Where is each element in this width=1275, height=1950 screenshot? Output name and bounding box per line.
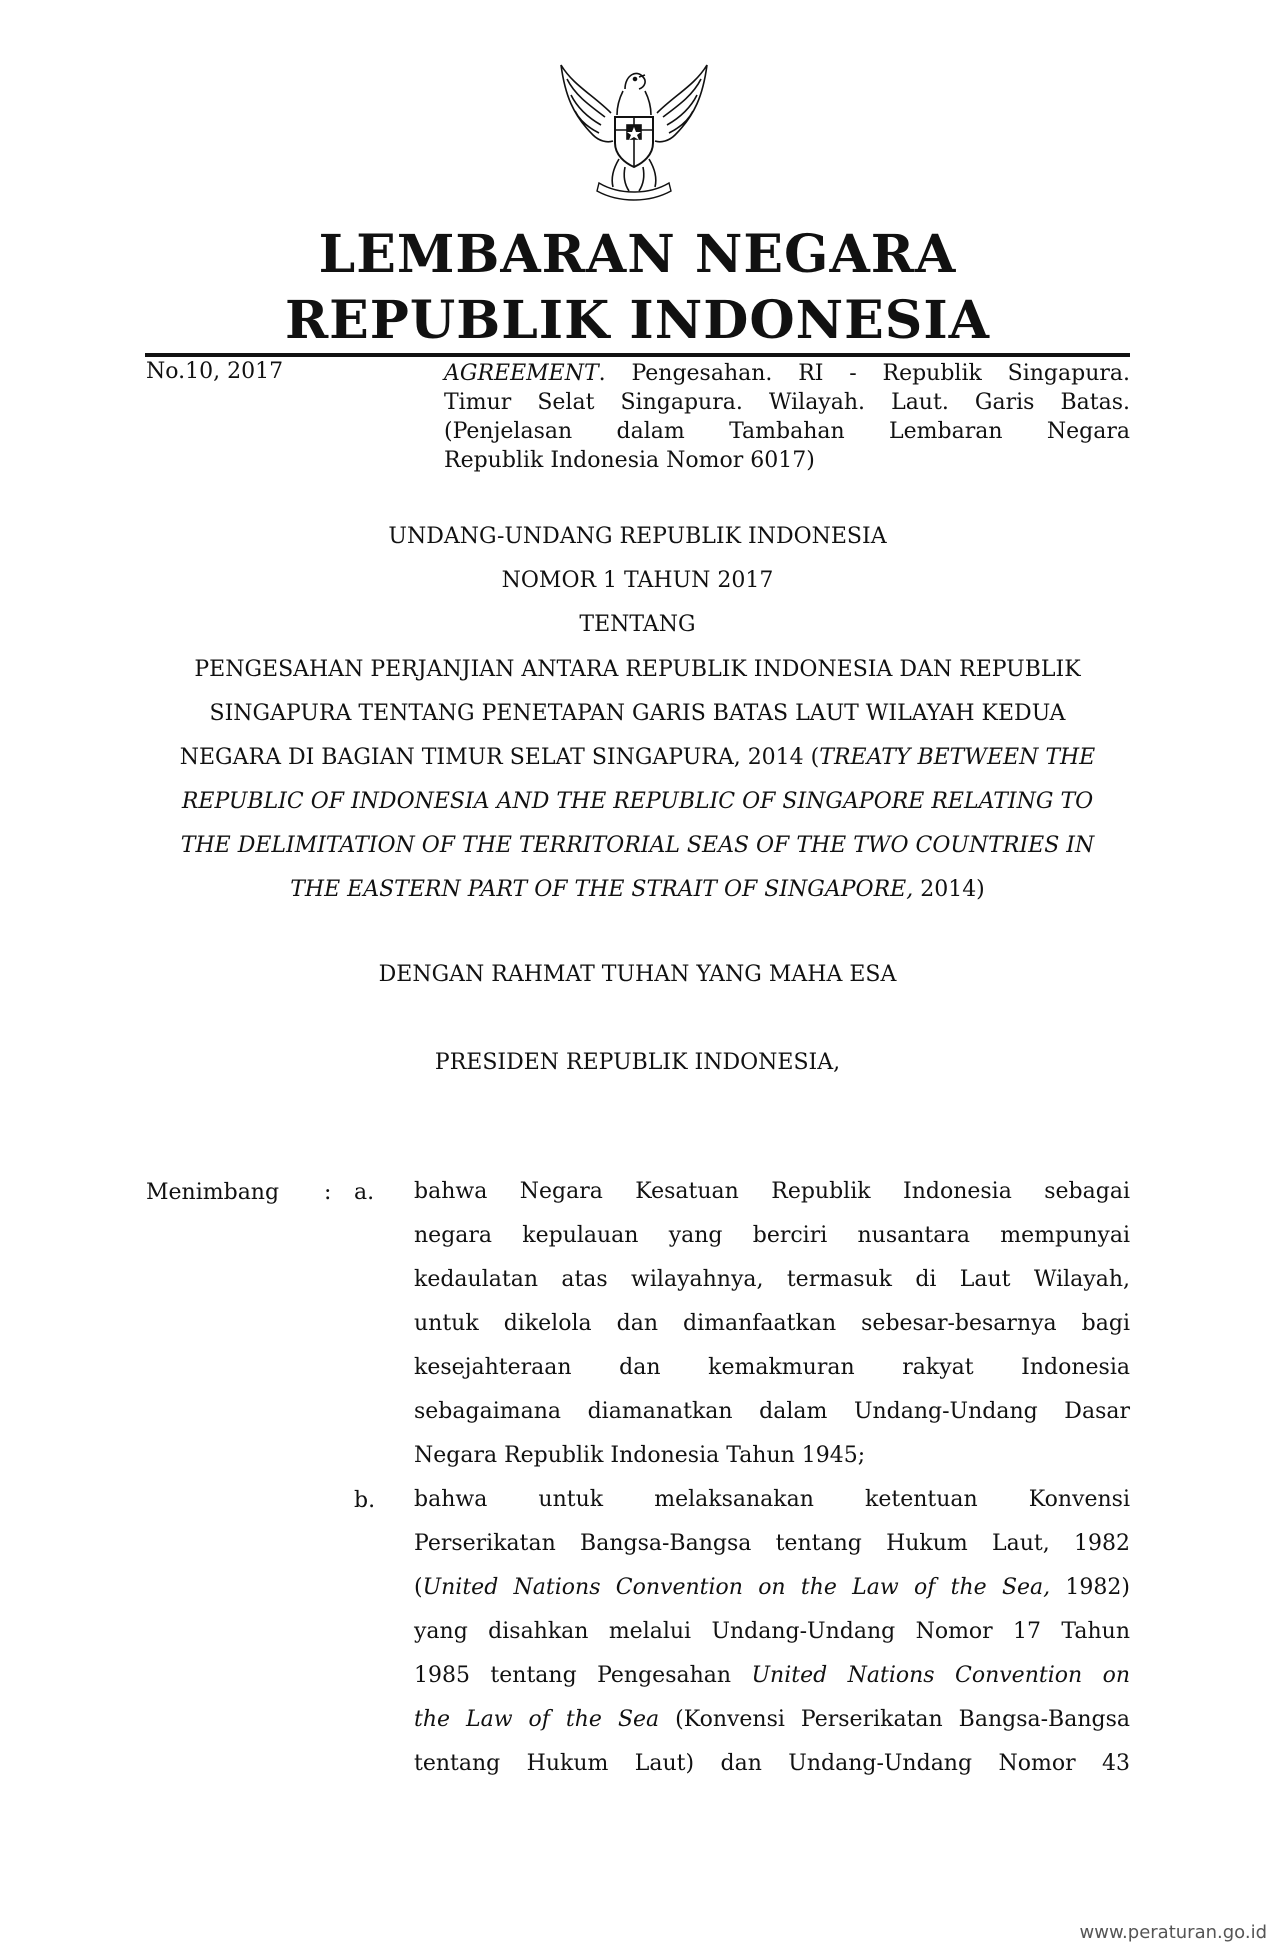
- law-title: PENGESAHAN PERJANJIAN ANTARA REPUBLIK INDONESIA DAN REPUBLIK SINGAPURA TENTANG PENETAPAN GARIS BATAS LAUT WILAYAH KEDUA NEGARA DI BAGIAN TIMUR SELAT SINGAPURA, 2014 (TREATY BETWEEN THE REPUBLIC OF INDONESIA AND THE REPUBLIC OF SINGAPORE RELATING TO THE DELIMITATION OF THE TERRITORIAL SEAS OF THE TWO COUNTRIES IN THE EASTERN PART OF THE STRAIT OF SINGAPORE, 2014): [179, 657, 1096, 902]
- gazette-title-line1: LEMBARAN NEGARA: [318, 224, 957, 285]
- law-heading: UNDANG-UNDANG REPUBLIK INDONESIA: [388, 524, 887, 549]
- considering-colon: :: [324, 1180, 332, 1205]
- item-b-letter: b.: [354, 1488, 376, 1513]
- desc-line: AGREEMENT. Pengesahan. RI - Republik Singapura.: [444, 361, 1130, 386]
- garuda-emblem-icon: [553, 55, 715, 207]
- desc-line: Republik Indonesia Nomor 6017): [444, 448, 815, 473]
- law-about: TENTANG: [579, 612, 696, 637]
- item-a-letter: a.: [354, 1180, 375, 1205]
- gazette-description: [444, 359, 1130, 475]
- desc-line: (Penjelasan dalam Tambahan Lembaran Negara: [444, 419, 1130, 444]
- president-heading: PRESIDEN REPUBLIK INDONESIA,: [434, 1050, 841, 1075]
- considering-label: Menimbang: [146, 1180, 280, 1205]
- law-number: NOMOR 1 TAHUN 2017: [501, 568, 774, 593]
- desc-line: Timur Selat Singapura. Wilayah. Laut. Garis Batas.: [444, 390, 1130, 415]
- item-b-text: bahwa untuk melaksanakan ketentuan Konvensi Perserikatan Bangsa-Bangsa tentang Hukum Laut, 1982 (United Nations Convention on the Law of the Sea, 1982) yang disahkan melalui Undang-Undang Nomor 17 Tahun 1985 tentang Pengesahan United Nations Convention on the Law of the Sea (Konvensi Perserikatan Bangsa-Bangsa tentang Hukum Laut) dan Undang-Undang Nomor 43: [414, 1487, 1131, 1776]
- invocation: DENGAN RAHMAT TUHAN YANG MAHA ESA: [378, 962, 897, 987]
- item-a-text: bahwa Negara Kesatuan Republik Indonesia sebagai negara kepulauan yang berciri nusantara mempunyai kedaulatan atas wilayahnya, termasuk di Laut Wilayah, untuk dikelola dan dimanfaatkan sebesar-besarnya bagi kesejahteraan dan kemakmuran rakyat Indonesia sebagaimana diamanatkan dalam Undang-Undang Dasar Negara Republik Indonesia Tahun 1945;: [414, 1179, 1130, 1468]
- gazette-title-line2: REPUBLIK INDONESIA: [284, 290, 991, 351]
- footer-url: www.peraturan.go.id: [1079, 1922, 1267, 1943]
- header-divider: [145, 353, 1130, 357]
- gazette-number: No.10, 2017: [146, 359, 284, 384]
